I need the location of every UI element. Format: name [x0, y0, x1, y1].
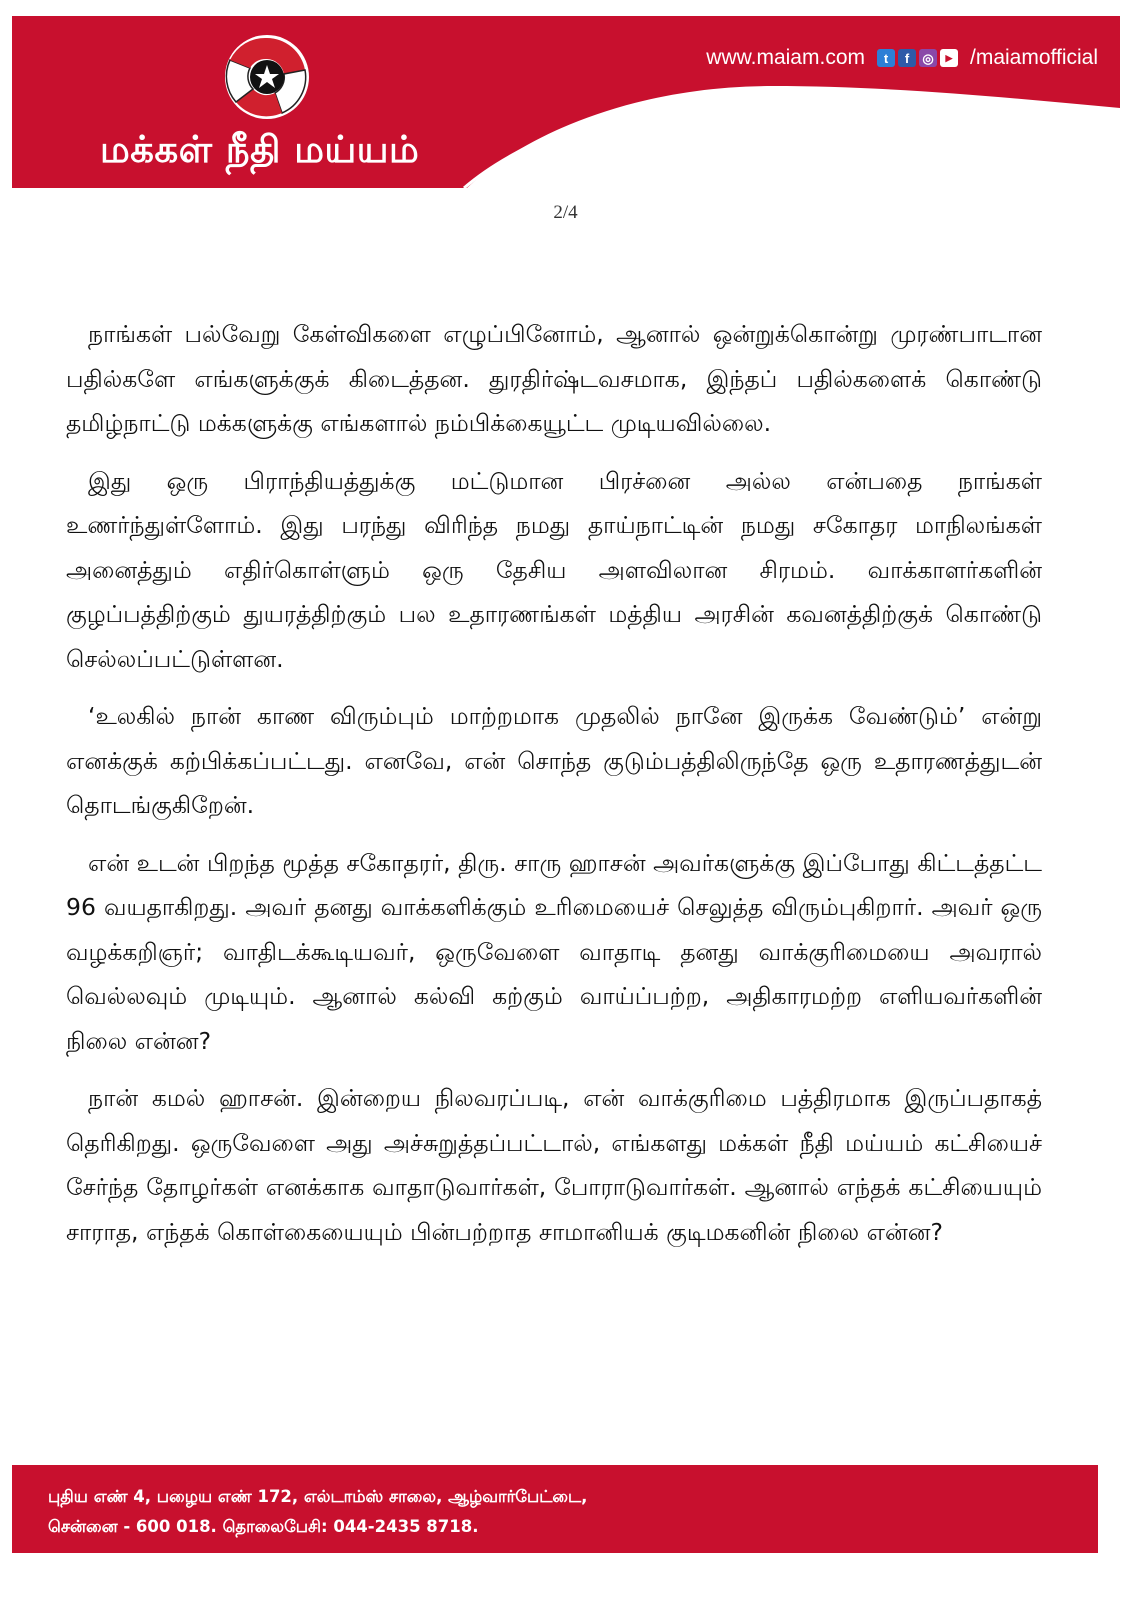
- address-line-2: சென்னை - 600 018. தொலைபேசி: 044-2435 8718.: [48, 1517, 479, 1536]
- instagram-icon[interactable]: ◎: [919, 49, 937, 67]
- letterhead-header: [12, 16, 1120, 192]
- paragraph-1: நாங்கள் பல்வேறு கேள்விகளை எழுப்பினோம், ஆனால் ஒன்றுக்கொன்று முரண்பாடான பதில்களே எங்களுக்குக் கிடைத்தன. துரதிர்ஷ்டவசமாக, இந்தப் பதில்களைக் கொண்டு தமிழ்நாட்டு மக்களுக்கு எங்களால் நம்பிக்கையூட்ட முடியவில்லை.: [66, 320, 1042, 437]
- facebook-icon[interactable]: f: [898, 49, 916, 67]
- youtube-icon[interactable]: ▶: [940, 49, 958, 67]
- website-link[interactable]: www.maiam.com: [706, 46, 865, 69]
- page-number: 2/4: [553, 202, 578, 223]
- letter-body: [66, 312, 1042, 1267]
- org-name: மக்கள் நீதி மய்யம்: [100, 128, 420, 171]
- social-icons: [877, 49, 958, 67]
- party-logo-icon: [222, 32, 312, 122]
- twitter-icon[interactable]: t: [877, 49, 895, 67]
- paragraph-2: இது ஒரு பிராந்தியத்துக்கு மட்டுமான பிரச்னை அல்ல என்பதை நாங்கள் உணர்ந்துள்ளோம். இது பரந்து விரிந்த நமது தாய்நாட்டின் நமது சகோதர மாநிலங்கள் அனைத்தும் எதிர்கொள்ளும் ஒரு தேசிய அளவிலான சிரமம். வாக்காளர்களின் குழப்பத்திற்கும் துயரத்திற்கும் பல உதாரணங்கள் மத்திய அரசின் கவனத்திற்குக் கொண்டு செல்லப்பட்டுள்ளன.: [66, 466, 1042, 673]
- paragraph-5: நான் கமல் ஹாசன். இன்றைய நிலவரப்படி, என் வாக்குரிமை பத்திரமாக இருப்பதாகத் தெரிகிறது. ஒருவேளை அது அச்சுறுத்தப்பட்டால், எங்களது மக்கள் நீதி மய்யம் கட்சியைச் சேர்ந்த தோழர்கள் எனக்காக வாதாடுவார்கள், போராடுவார்கள். ஆனால் எந்தக் கட்சியையும் சாராத, எந்தக் கொள்கையையும் பின்பற்றாத சாமானியக் குடிமகனின் நிலை என்ன?: [66, 1084, 1042, 1246]
- paragraph-3: ‘உலகில் நான் காண விரும்பும் மாற்றமாக முதலில் நானே இருக்க வேண்டும்’ என்று எனக்குக் கற்பிக்கப்பட்டது. எனவே, என் சொந்த குடும்பத்திலிருந்தே ஒரு உதாரணத்துடன் தொடங்குகிறேன்.: [66, 702, 1042, 819]
- address-line-1: புதிய எண் 4, பழைய எண் 172, எல்டாம்ஸ் சாலை, ஆழ்வார்பேட்டை,: [48, 1487, 588, 1506]
- social-handle[interactable]: /maiamofficial: [970, 46, 1098, 69]
- paragraph-4: என் உடன் பிறந்த மூத்த சகோதரர், திரு. சாரு ஹாசன் அவர்களுக்கு இப்போது கிட்டத்தட்ட 96 வயதாகிறது. அவர் தனது வாக்களிக்கும் உரிமையைச் செலுத்த விரும்புகிறார். அவர் ஒரு வழக்கறிஞர்; வாதிடக்கூடியவர், ஒருவேளை வாதாடி தனது வாக்குரிமையை அவரால் வெல்லவும் முடியும். ஆனால் கல்வி கற்கும் வாய்ப்பற்ற, அதிகாரமற்ற எளியவர்களின் நிலை என்ன?: [66, 848, 1042, 1055]
- letterhead-footer: [12, 1465, 1098, 1553]
- top-links: [706, 43, 1098, 73]
